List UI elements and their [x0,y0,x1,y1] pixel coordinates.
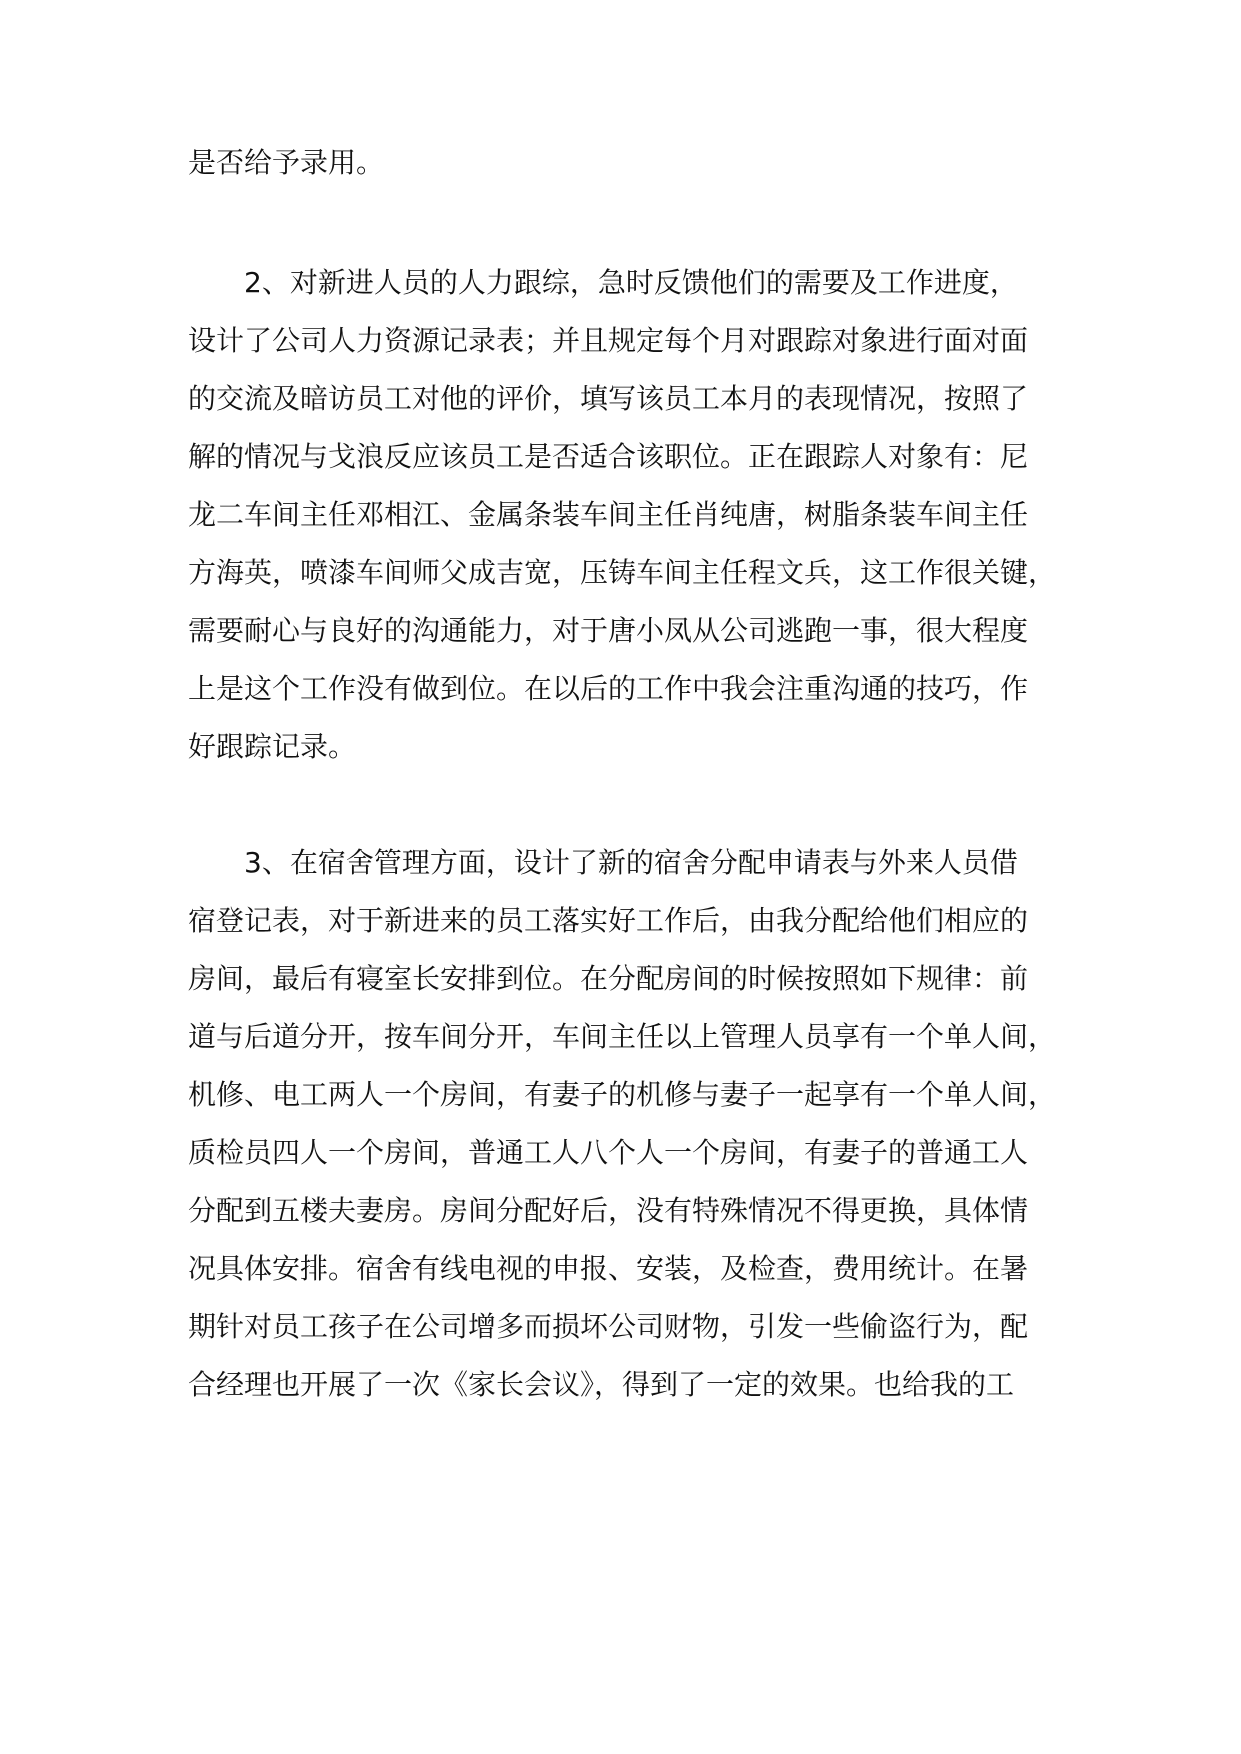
text-line: 需要耐心与良好的沟通能力，对于唐小凤从公司逃跑一事，很大程度 [188,614,1029,647]
text-line: 是否给予录用。 [188,146,385,179]
text-line: 宿登记表，对于新进来的员工落实好工作后，由我分配给他们相应的 [188,904,1029,937]
text-line: 3、在宿舍管理方面，设计了新的宿舍分配申请表与外来人员借 [244,846,1018,879]
text-line: 的交流及暗访员工对他的评价，填写该员工本月的表现情况，按照了 [188,382,1029,415]
text-line: 龙二车间主任邓相江、金属条装车间主任肖纯唐，树脂条装车间主任 [188,498,1029,531]
text-line: 2、对新进人员的人力跟综，急时反馈他们的需要及工作进度， [244,266,1018,299]
text-line: 上是这个工作没有做到位。在以后的工作中我会注重沟通的技巧，作 [188,672,1029,705]
text-line: 解的情况与戈浪反应该员工是否适合该职位。正在跟踪人对象有：尼 [188,440,1029,473]
text-line: 况具体安排。宿舍有线电视的申报、安装，及检查，费用统计。在暑 [188,1252,1029,1285]
text-line: 机修、电工两人一个房间，有妻子的机修与妻子一起享有一个单人间， [188,1078,1057,1111]
text-line: 设计了公司人力资源记录表；并且规定每个月对跟踪对象进行面对面 [188,324,1029,357]
text-line: 分配到五楼夫妻房。房间分配好后，没有特殊情况不得更换，具体情 [188,1194,1029,1227]
text-line: 期针对员工孩子在公司增多而损坏公司财物，引发一些偷盗行为，配 [188,1310,1029,1343]
text-line: 房间，最后有寝室长安排到位。在分配房间的时候按照如下规律：前 [188,962,1029,995]
text-line: 合经理也开展了一次《家长会议》，得到了一定的效果。也给我的工 [188,1368,1015,1401]
text-line: 道与后道分开，按车间分开，车间主任以上管理人员享有一个单人间， [188,1020,1057,1053]
text-line: 质检员四人一个房间，普通工人八个人一个房间，有妻子的普通工人 [188,1136,1029,1169]
text-line: 方海英，喷漆车间师父成吉宽，压铸车间主任程文兵，这工作很关键， [188,556,1057,589]
text-line: 好跟踪记录。 [188,730,357,763]
